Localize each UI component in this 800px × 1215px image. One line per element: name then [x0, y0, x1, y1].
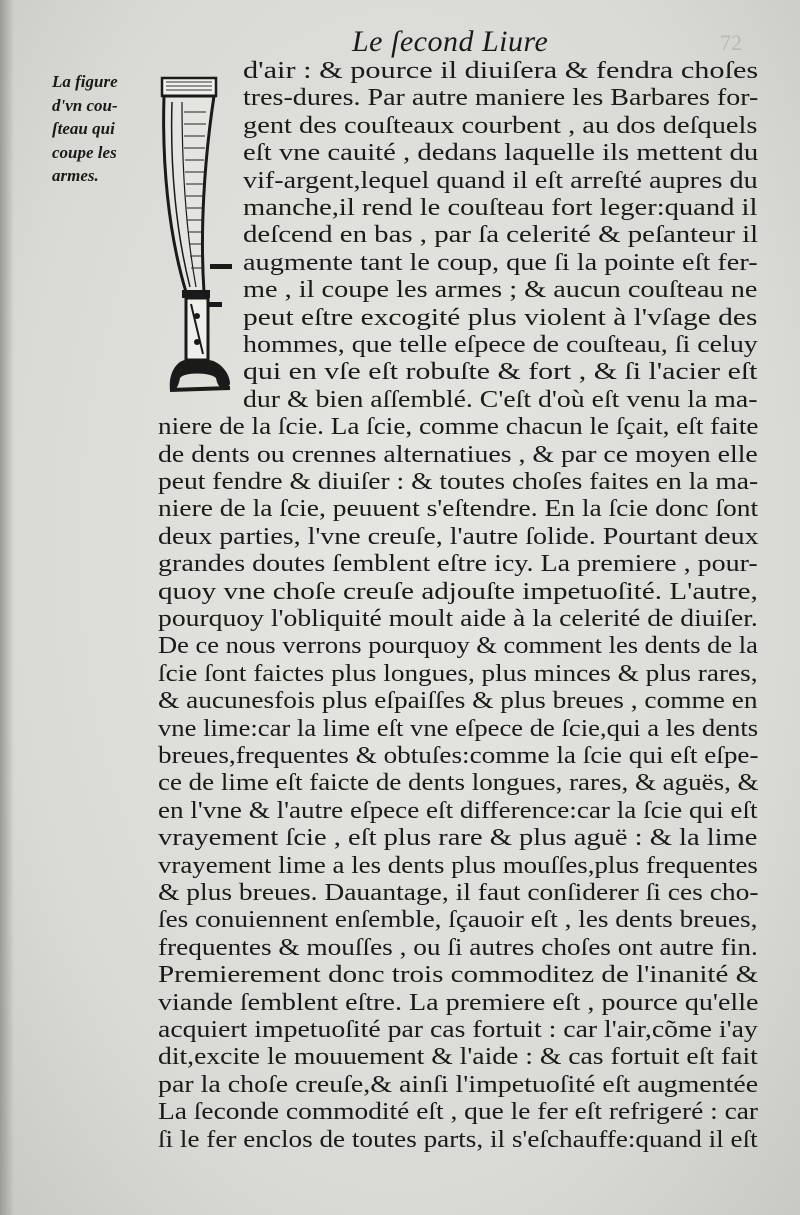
body-line: niere de la ſcie. La ſcie, comme chacun le ſçait, eſt faite — [158, 414, 759, 441]
body-line: en l'vne & l'autre eſpece eſt difference:car la ſcie qui eſt — [158, 797, 758, 824]
body-line: gent des couſteaux courbent , au dos deſquels — [243, 112, 758, 139]
body-line: frequentes & mouſſes , ou ſi autres choſes ont autre fin. — [158, 934, 758, 961]
margin-note-line: armes. — [52, 166, 99, 185]
body-line: manche,il rend le couſteau fort leger:quand il — [243, 195, 758, 221]
body-line: augmente tant le coup, que ſi la pointe eſt fer- — [243, 249, 758, 276]
body-line: vif-argent,lequel quand il eſt arreſté aupres du — [243, 167, 758, 194]
body-line: d'air : & pource il diuiſera & fendra choſes — [243, 58, 759, 84]
folio-show-through: 72 — [720, 30, 742, 55]
body-line: & plus breues. Dauantage, il faut conſiderer ſi ces cho- — [158, 880, 759, 906]
body-line: quoy vne choſe creuſe adjouſte impetuoſité. L'autre, — [158, 578, 758, 605]
body-line: ce de lime eſt faicte de dents longues, rares, & aguës, & — [158, 770, 759, 797]
body-line: niere de la ſcie, peuuent s'eſtendre. En la ſcie donc ſont — [158, 496, 759, 523]
body-line: vne lime:car la lime eſt vne eſpece de ſcie,qui a les dents — [158, 715, 759, 742]
body-line: peut eſtre excogité plus violent à l'vſage des — [243, 304, 758, 331]
body-line: & aucunesfois plus eſpaiſſes & plus breues , comme en — [158, 688, 758, 715]
body-line: dit,excite le mouuement & l'aide : & cas fortuit eſt fait — [158, 1044, 758, 1071]
body-line: De ce nous verrons pourquoy & comment les dents de la — [158, 633, 758, 660]
body-line: grandes doutes ſemblent eſtre icy. La premiere , pour- — [158, 551, 758, 578]
body-line: breues,frequentes & obtuſes:comme la ſcie qui eſt eſpe- — [158, 743, 759, 769]
body-line: pourquoy l'obliquité moult aide à la celerité de diuiſer. — [158, 606, 758, 632]
body-line: ſcie ſont faictes plus longues, plus minces & plus rares, — [158, 660, 758, 687]
body-line: qui en vſe eſt robuſte & fort , & ſi l'acier eſt — [243, 359, 758, 386]
body-line: vrayement ſcie , eſt plus rare & plus aguë : & la lime — [158, 825, 758, 852]
body-line: tres-dures. Par autre maniere les Barbares for- — [243, 85, 759, 112]
body-line: de dents ou crennes alternatiues , & par ce moyen elle — [158, 441, 758, 468]
body-line: ſi le fer enclos de toutes parts, il s'eſchauffe:quand il eſt — [158, 1126, 758, 1153]
margin-note-line: coupe les — [52, 142, 117, 162]
body-line: La ſeconde commodité eſt , que le fer eſt refrigeré : car — [158, 1099, 759, 1126]
body-line: par la choſe creuſe,& ainſi l'impetuoſité eſt augmentée — [158, 1071, 759, 1098]
margin-note-line: ſteau qui — [52, 119, 115, 138]
running-head: Le ſecond Liure — [352, 25, 549, 58]
body-line: vrayement lime a les dents plus mouſſes,plus frequentes — [158, 852, 758, 879]
body-line: hommes, que telle eſpece de couſteau, ſi celuy — [243, 332, 758, 358]
body-line: ſes conuiennent enſemble, ſçauoir eſt , les dents breues, — [158, 907, 758, 934]
body-line: peut fendre & diuiſer : & toutes choſes faites en la ma- — [158, 469, 759, 495]
body-line: acquiert impetuoſité par cas fortuit : car l'air,cõme i'ay — [158, 1017, 758, 1043]
body-line: dur & bien aſſemblé. C'eſt d'où eſt venu la ma- — [243, 386, 758, 413]
body-line: me , il coupe les armes ; & aucun couſteau ne — [243, 277, 758, 304]
body-line: deux parties, l'vne creuſe, l'autre ſolide. Pourtant deux — [158, 523, 759, 550]
margin-note-line: d'vn cou- — [52, 95, 118, 115]
body-line: Premierement donc trois commoditez de l'inanité & — [158, 962, 759, 989]
body-line: deſcend en bas , par ſa celerité & peſanteur il — [243, 222, 759, 249]
body-line: viande ſemblent eſtre. La premiere eſt , pource qu'elle — [158, 989, 759, 1016]
body-line: eſt vne cauité , dedans laquelle ils mettent du — [243, 140, 759, 167]
margin-note-line: La figure — [52, 72, 118, 91]
